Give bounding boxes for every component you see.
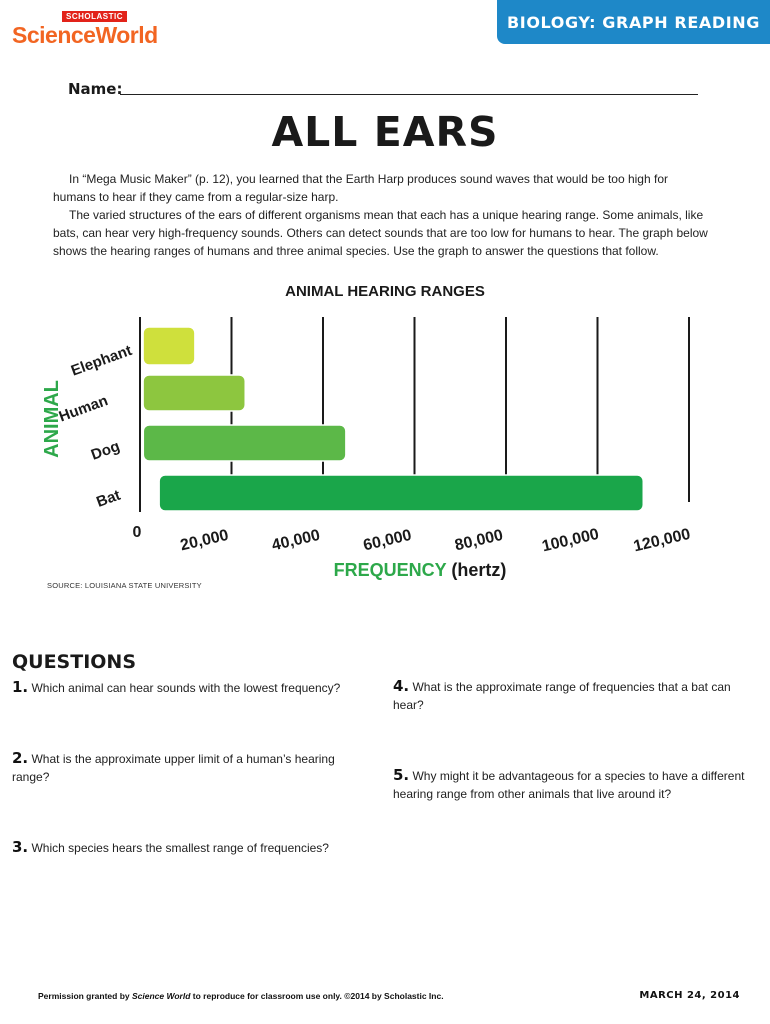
permission-footer: [38, 991, 444, 1001]
category-label: Dog: [88, 437, 123, 464]
question-number: 2.: [12, 749, 29, 767]
intro-text: [53, 170, 713, 260]
scienceworld-logo: [12, 10, 182, 48]
section-tab: BIOLOGY: GRAPH READING: [497, 0, 770, 44]
scholastic-badge: SCHOLASTIC: [62, 11, 127, 22]
hearing-range-chart: [30, 305, 730, 580]
x-tick-label: 0: [132, 524, 142, 541]
source-note: SOURCE: LOUISIANA STATE UNIVERSITY: [47, 581, 202, 590]
question-text: Why might it be advantageous for a species to have a different hearing range from other animals that live around it?: [393, 769, 745, 801]
x-tick-label: 20,000: [178, 526, 231, 555]
intro-paragraph-2: The varied structures of the ears of different organisms mean that each has a unique hearing range. Some animals, like bats, can hear very high-frequency sounds. Others can detect sounds that are too low for humans to hear. The graph below shows the hearing ranges of humans and three animal species. Use the graph to answer the questions that follow.: [53, 208, 708, 258]
category-label: Human: [56, 392, 111, 426]
questions-heading: QUESTIONS: [12, 651, 137, 673]
x-tick-label: 40,000: [270, 526, 322, 555]
footer-pre: Permission granted by: [38, 991, 132, 1001]
x-tick-label: 100,000: [540, 525, 601, 556]
page-title: ALL EARS: [271, 108, 499, 156]
footer-post: to reproduce for classroom use only. ©2014 by Scholastic Inc.: [190, 991, 444, 1001]
name-line: [120, 94, 698, 95]
x-axis-title: [334, 560, 507, 580]
question-text: Which animal can hear sounds with the lowest frequency?: [31, 681, 341, 695]
question-text: Which species hears the smallest range of frequencies?: [31, 841, 329, 855]
y-axis-title: ANIMAL: [41, 380, 63, 458]
issue-date: MARCH 24, 2014: [639, 990, 740, 1001]
question-5: [393, 766, 758, 803]
bar-dog: [143, 425, 346, 461]
x-tick-label: 120,000: [631, 525, 693, 556]
bar-elephant: [143, 327, 195, 365]
logo-text: ScienceWorld: [12, 22, 158, 48]
footer-brand: Science World: [132, 991, 191, 1001]
x-axis-title-main: FREQUENCY: [333, 560, 452, 580]
x-axis-title-unit: (hertz): [451, 560, 507, 580]
x-tick-label: 60,000: [361, 526, 414, 555]
question-text: What is the approximate upper limit of a human’s hearing range?: [12, 752, 335, 784]
name-label: Name:: [68, 80, 123, 98]
question-number: 4.: [393, 677, 410, 695]
question-1: [12, 678, 372, 697]
x-tick-label: 80,000: [453, 526, 505, 555]
name-field: [68, 80, 698, 100]
question-text: What is the approximate range of frequencies that a bat can hear?: [393, 680, 731, 712]
question-number: 1.: [12, 678, 29, 696]
category-label: Elephant: [68, 341, 135, 380]
category-label: Bat: [94, 486, 123, 511]
intro-paragraph-1: In “Mega Music Maker” (p. 12), you learned that the Earth Harp produces sound waves that would be too high for humans to hear if they came from a regular-size harp.: [53, 172, 668, 204]
question-number: 5.: [393, 766, 410, 784]
bar-human: [143, 375, 245, 411]
question-number: 3.: [12, 838, 29, 856]
chart-title: ANIMAL HEARING RANGES: [285, 283, 485, 300]
question-4: [393, 677, 748, 714]
question-3: [12, 838, 372, 857]
question-2: [12, 749, 352, 786]
bar-bat: [159, 475, 643, 511]
